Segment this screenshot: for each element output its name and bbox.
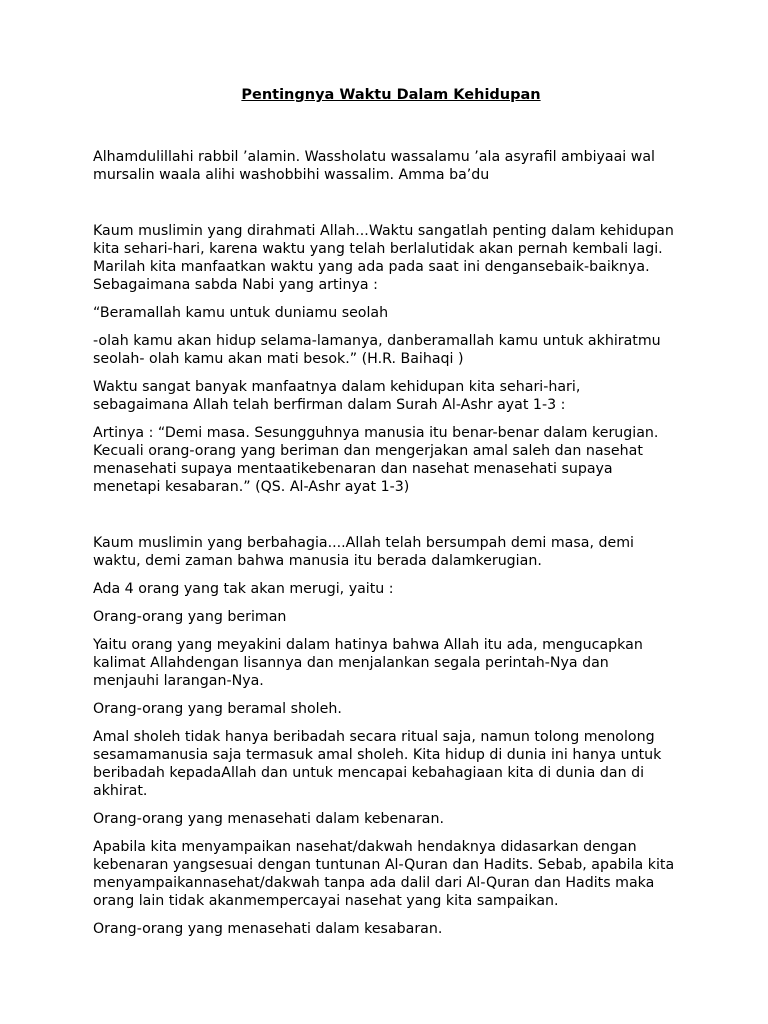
surah-translation-paragraph: Artinya : “Demi masa. Sesungguhnya manusia itu benar-benar dalam kerugian. Kecuali orang-orang yang beriman dan mengerjakan amal saleh dan nasehat menasehati supaya mentaatikebenaran dan nasehat menasehati supaya menetapi kesabaran.” (QS. Al-Ashr ayat 1-3) bbox=[93, 425, 659, 495]
point-heading-good-deeds: Orang-orang yang beramal sholeh. bbox=[93, 701, 342, 717]
point-body-good-deeds: Amal sholeh tidak hanya beribadah secara ritual saja, namun tolong menolong sesamamanusia saja termasuk amal sholeh. Kita hidup di dunia ini hanya untuk beribadah kepadaAllah dan untuk mencapai kebahagiaan kita di dunia dan di akhirat. bbox=[93, 729, 662, 799]
second-address-paragraph: Kaum muslimin yang berbahagia....Allah telah bersumpah demi masa, demi waktu, demi zaman bahwa manusia itu berada dalamkerugian. bbox=[93, 535, 634, 569]
document-title: Pentingnya Waktu Dalam Kehidupan bbox=[241, 87, 541, 103]
point-heading-faith: Orang-orang yang beriman bbox=[93, 609, 287, 625]
four-people-intro: Ada 4 orang yang tak akan merugi, yaitu : bbox=[93, 581, 394, 597]
point-body-faith: Yaitu orang yang meyakini dalam hatinya bahwa Allah itu ada, mengucapkan kalimat Allahdengan lisannya dan menjalankan segala perintah-Nya dan menjauhi larangan-Nya. bbox=[93, 637, 643, 689]
point-heading-truth: Orang-orang yang menasehati dalam kebenaran. bbox=[93, 811, 444, 827]
hadith-quote-start: “Beramallah kamu untuk duniamu seolah bbox=[93, 305, 389, 321]
document-page bbox=[93, 86, 683, 948]
point-body-truth: Apabila kita menyampaikan nasehat/dakwah hendaknya didasarkan dengan kebenaran yangsesuai dengan tuntunan Al-Quran dan Hadits. Sebab, apabila kita menyampaikannasehat/dakwah tanpa ada dalil dari Al-Quran dan Hadits maka orang lain tidak akanmempercayai nasehat yang kita sampaikan. bbox=[93, 839, 675, 909]
hadith-quote-end: -olah kamu akan hidup selama-lamanya, danberamallah kamu untuk akhiratmu seolah- olah kamu akan mati besok.” (H.R. Baihaqi ) bbox=[93, 333, 661, 367]
point-heading-patience: Orang-orang yang menasehati dalam kesabaran. bbox=[93, 921, 443, 937]
opening-paragraph: Alhamdulillahi rabbil ’alamin. Wassholatu wassalamu ’ala asyrafil ambiyaai wal mursalin waala alihi washobbihi wassalim. Amma ba’du bbox=[93, 149, 655, 183]
intro-paragraph: Kaum muslimin yang dirahmati Allah...Waktu sangatlah penting dalam kehidupan kita sehari-hari, karena waktu yang telah berlalutidak akan pernah kembali lagi. Marilah kita manfaatkan waktu yang ada pada saat ini dengansebaik-baiknya. Sebagaimana sabda Nabi yang artinya : bbox=[93, 223, 674, 293]
surah-intro-paragraph: Waktu sangat banyak manfaatnya dalam kehidupan kita sehari-hari, sebagaimana Allah telah berfirman dalam Surah Al-Ashr ayat 1-3 : bbox=[93, 379, 581, 413]
